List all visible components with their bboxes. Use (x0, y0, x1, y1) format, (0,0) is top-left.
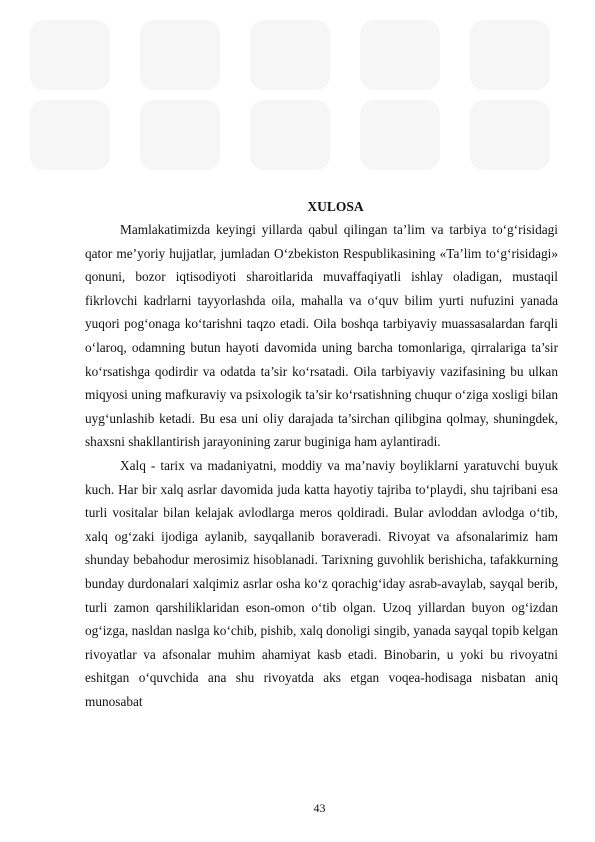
body-paragraph: Xalq - tarix va madaniyatni, moddiy va ma’naviy boyliklarni yaratuvchi buyuk kuch. Har bir xalq asrlar davomida juda katta hayotiy tajriba to‘playdi, shu tajribani esa turli vositalar bilan kelajak avlodlarga meros qoldiradi. Bular avloddan avlodga o‘tib, xalq og‘zaki ijodiga aylanib, sayqallanib boraveradi. Rivoyat va afsonalarimiz ham shunday bebahodur merosimiz hisoblanadi. Tarixning guvohlik berishicha, tafakkurning bunday durdonalari xalqimiz asrlar osha ko‘z qorachig‘iday asrab-avaylab, sayqal berib, turli zamon qarshiliklaridan eson-omon o‘tib olgan. Uzoq yillardan buyon og‘izdan og‘izga, nasldan naslga ko‘chib, pishib, xalq donoligi singib, yanada sayqal topib kelgan rivoyatlar va afsonalar muhim ahamiyat kasb etadi. Binobarin, u yoki bu rivoyatni eshitgan o‘quvchida ana shu rivoyatda aks etgan voqea-hodisaga nisbatan aniq munosabat (85, 457, 558, 709)
page-number: 43 (313, 801, 326, 815)
section-title: XULOSA (307, 199, 364, 214)
document-body (85, 197, 558, 713)
body-paragraph: Mamlakatimizda keyingi yillarda qabul qilingan ta’lim va tarbiya to‘g‘risidagi qator me’yoriy hujjatlar, jumladan O‘zbekiston Respublikasining «Ta’lim to‘g‘risidagi» qonuni, bozor iqtisodiyoti sharoitlarida muvaffaqiyatli ishlay oladigan, mustaqil fikrlovchi kadrlarni tayyorlashda oila, mahalla va o‘quv bilim yurti nufuzini yanada yuqori pog‘onaga ko‘tarishni taqzo etadi. Oila boshqa tarbiyaviy muassasalardan farqli o‘laroq, odamning butun hayoti davomida uning barcha tomonlariga, qirralariga ta’sir ko‘rsatishga qodirdir va odatda ta’sir ko‘rsatadi. Oila tarbiyaviy vazifasining bu ulkan miqyosi uning mafkuraviy va psixologik ta’sir ko‘rsatishning chuqur o‘ziga xosligi bilan uyg‘unlashib ketadi. Bu esa uni oliy darajada ta’sirchan qilibgina qolmay, shuningdek, shaxsni shakllantirish jarayonining zarur buginiga ham aylantiradi. (85, 222, 558, 450)
